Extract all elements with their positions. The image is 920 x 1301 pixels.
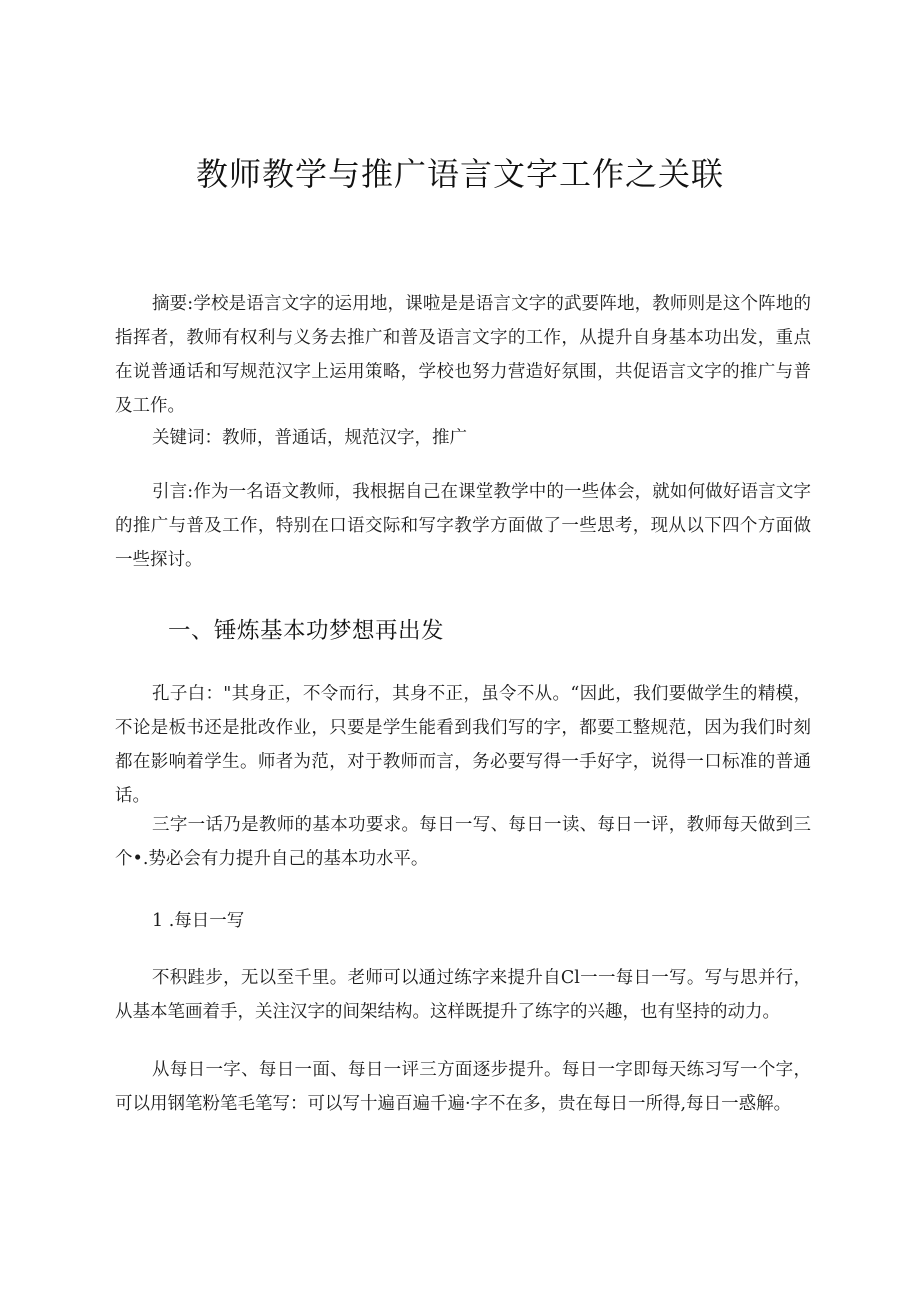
document-title: 教师教学与推广语言文字工作之关联: [195, 155, 724, 193]
keywords-paragraph: 关键词：教师，普通话，规范汉字，推广: [152, 428, 467, 448]
introduction-paragraph: 引言:作为一名语文教师，我根据自己在课堂教学中的一些体会，就如何做好语言文字的推广与普及工作，特别在口语交际和写字教学方面做了一些思考，现从以下四个方面做一些探讨。: [115, 482, 811, 570]
abstract-paragraph: 摘要:学校是语言文字的运用地，课啦是是语言文字的武要阵地，教师则是这个阵地的指挥者，教师有权利与义务去推广和普及语言文字的工作，从提升自身基本功出发，重点在说普通话和写规范汉字上运用策略，学校也努力营造好氛围，共促语言文字的推广与普及工作。: [115, 294, 811, 416]
section-heading: 一、锤炼基本功梦想再出发: [168, 618, 445, 644]
body-paragraph: 不积跬步，无以至千里。老师可以通过练字来提升自Cl一一每日一写。写与思并行，从基本笔画着手，关注汉字的间架结构。这样既提升了练字的兴趣，也有坚持的动力。: [115, 968, 811, 1022]
body-paragraph: 从每日一字、每日一面、每日一评三方面逐步提升。每日一字即每天练习写一个字，可以用钢笔粉笔毛笔写：可以写十遍百遍千遍·字不在多，贵在每日一所得,每日一惑解。: [115, 1060, 811, 1114]
body-paragraph: 三字一话乃是教师的基本功要求。每日一写、每日一读、每日一评，教师每天做到三个•.势必会有力提升自己的基本功水平。: [115, 815, 811, 869]
subsection-heading: 1 .每日一写: [152, 911, 245, 931]
body-paragraph: 孔子白："其身正，不令而行，其身不正，虽令不从。“因此，我们要做学生的精模，不论是板书还是批改作业，只要是学生能看到我们写的字，都要工整规范，因为我们时刻都在影响着学生。师者为范，对于教师而言，务必要写得一手好字，说得一口标准的普通话。: [115, 684, 811, 806]
